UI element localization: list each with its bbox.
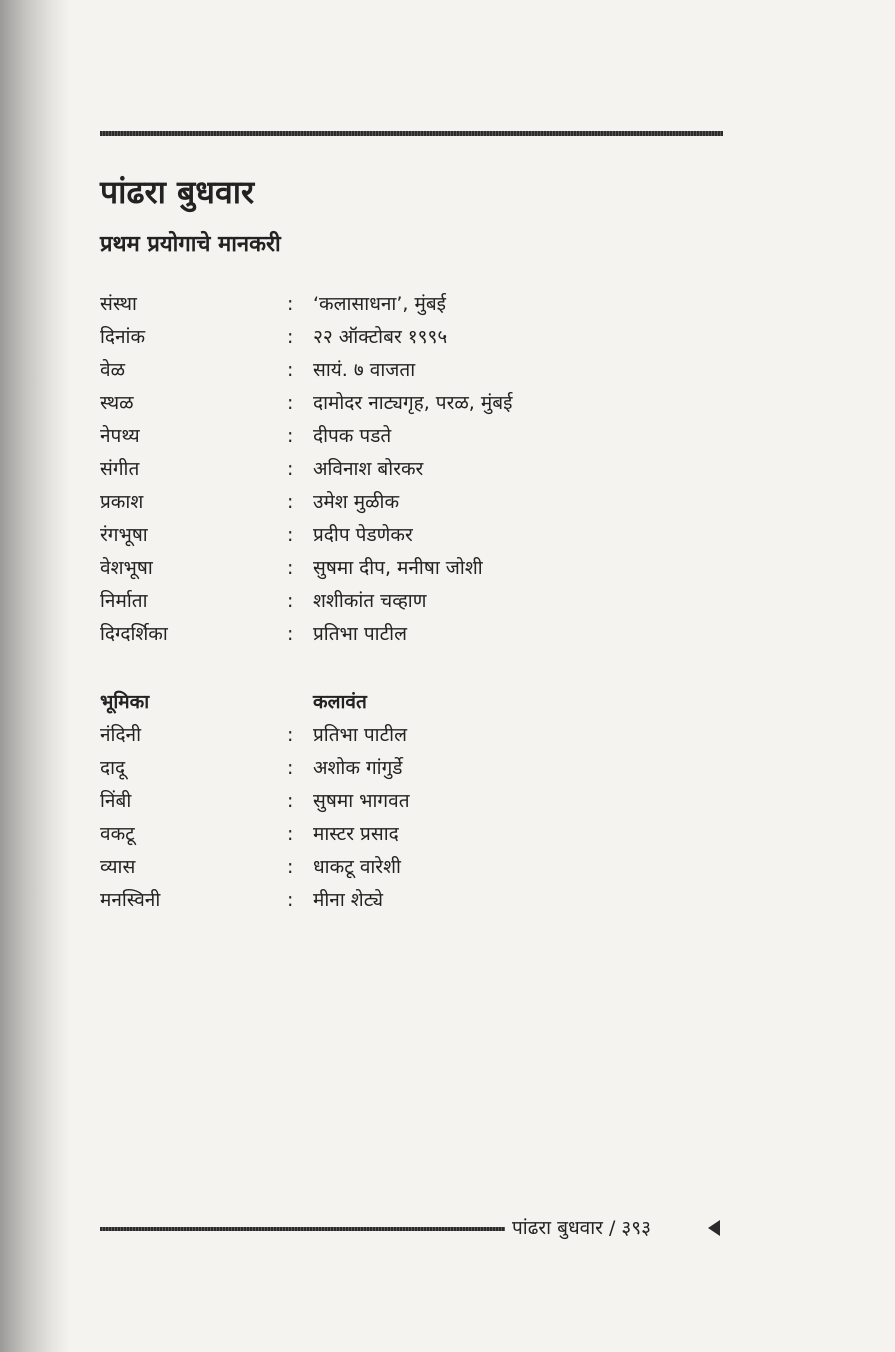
credit-value: अविनाश बोरकर bbox=[313, 458, 424, 480]
artist-name: मास्टर प्रसाद bbox=[313, 823, 399, 845]
running-title: पांढरा बुधवार bbox=[512, 1217, 603, 1239]
artist-name: प्रतिभा पाटील bbox=[313, 724, 407, 746]
credit-row bbox=[100, 618, 700, 651]
colon: : bbox=[287, 293, 294, 315]
credit-value: सायं. ७ वाजता bbox=[313, 359, 416, 381]
running-footer bbox=[512, 1214, 651, 1242]
colon: : bbox=[287, 491, 294, 513]
credit-label: वेशभूषा bbox=[100, 557, 153, 579]
credit-value: दीपक पडते bbox=[313, 425, 392, 447]
footer-rule bbox=[100, 1227, 505, 1231]
page-marker-icon bbox=[706, 1218, 722, 1238]
colon: : bbox=[287, 823, 294, 845]
colon: : bbox=[287, 557, 294, 579]
role-name: वकटू bbox=[100, 823, 135, 845]
colon: : bbox=[287, 889, 294, 911]
colon: : bbox=[287, 856, 294, 878]
cast-row bbox=[100, 752, 700, 785]
cast-list bbox=[100, 686, 700, 917]
artist-name: मीना शेट्ये bbox=[313, 889, 383, 911]
artist-name: धाकटू वारेशी bbox=[313, 856, 401, 878]
artist-column-header: कलावंत bbox=[313, 691, 367, 713]
role-column-header: भूमिका bbox=[100, 691, 150, 713]
artist-name: अशोक गांगुर्डे bbox=[313, 757, 403, 779]
credit-value: शशीकांत चव्हाण bbox=[313, 590, 427, 612]
page-title: पांढरा बुधवार bbox=[100, 173, 255, 211]
credit-label: संगीत bbox=[100, 458, 140, 480]
credit-value: दामोदर नाट्यगृह, परळ, मुंबई bbox=[313, 392, 513, 414]
credit-label: प्रकाश bbox=[100, 491, 144, 513]
page-subtitle: प्रथम प्रयोगाचे मानकरी bbox=[100, 232, 281, 257]
colon: : bbox=[287, 590, 294, 612]
cast-row bbox=[100, 818, 700, 851]
colon: : bbox=[287, 359, 294, 381]
credit-value: सुषमा दीप, मनीषा जोशी bbox=[313, 557, 483, 579]
role-name: नंदिनी bbox=[100, 724, 142, 746]
role-name: मनस्विनी bbox=[100, 889, 161, 911]
credit-label: स्थळ bbox=[100, 392, 134, 414]
colon: : bbox=[287, 524, 294, 546]
cast-row bbox=[100, 785, 700, 818]
footer-divider: / bbox=[608, 1217, 616, 1239]
credit-label: नेपथ्य bbox=[100, 425, 140, 447]
colon: : bbox=[287, 757, 294, 779]
credits-list bbox=[100, 288, 700, 651]
credit-label: दिग्दर्शिका bbox=[100, 623, 168, 645]
colon: : bbox=[287, 623, 294, 645]
page-number: ३९३ bbox=[621, 1217, 651, 1239]
colon: : bbox=[287, 458, 294, 480]
artist-name: सुषमा भागवत bbox=[313, 790, 410, 812]
cast-header-row bbox=[100, 686, 700, 719]
credit-value: ‘कलासाधना’, मुंबई bbox=[313, 293, 447, 315]
credit-row bbox=[100, 420, 700, 453]
credit-label: रंगभूषा bbox=[100, 524, 148, 546]
credit-value: २२ ऑक्टोबर १९९५ bbox=[313, 326, 448, 348]
credit-row bbox=[100, 486, 700, 519]
colon: : bbox=[287, 790, 294, 812]
colon: : bbox=[287, 392, 294, 414]
credit-row bbox=[100, 288, 700, 321]
credit-value: प्रतिभा पाटील bbox=[313, 623, 407, 645]
credit-value: उमेश मुळीक bbox=[313, 491, 400, 513]
credit-label: निर्माता bbox=[100, 590, 148, 612]
credit-row bbox=[100, 354, 700, 387]
role-name: व्यास bbox=[100, 856, 136, 878]
credit-row bbox=[100, 552, 700, 585]
cast-row bbox=[100, 719, 700, 752]
credit-label: वेळ bbox=[100, 359, 126, 381]
role-name: निंबी bbox=[100, 790, 132, 812]
credit-label: संस्था bbox=[100, 293, 137, 315]
role-name: दादू bbox=[100, 757, 126, 779]
top-rule bbox=[100, 131, 723, 136]
colon: : bbox=[287, 425, 294, 447]
credit-row bbox=[100, 585, 700, 618]
colon: : bbox=[287, 326, 294, 348]
credit-row bbox=[100, 321, 700, 354]
cast-row bbox=[100, 851, 700, 884]
credit-row bbox=[100, 453, 700, 486]
credit-row bbox=[100, 519, 700, 552]
credit-label: दिनांक bbox=[100, 326, 146, 348]
page-gutter-shadow bbox=[0, 0, 70, 1352]
cast-row bbox=[100, 884, 700, 917]
colon: : bbox=[287, 724, 294, 746]
credit-row bbox=[100, 387, 700, 420]
credit-value: प्रदीप पेडणेकर bbox=[313, 524, 413, 546]
